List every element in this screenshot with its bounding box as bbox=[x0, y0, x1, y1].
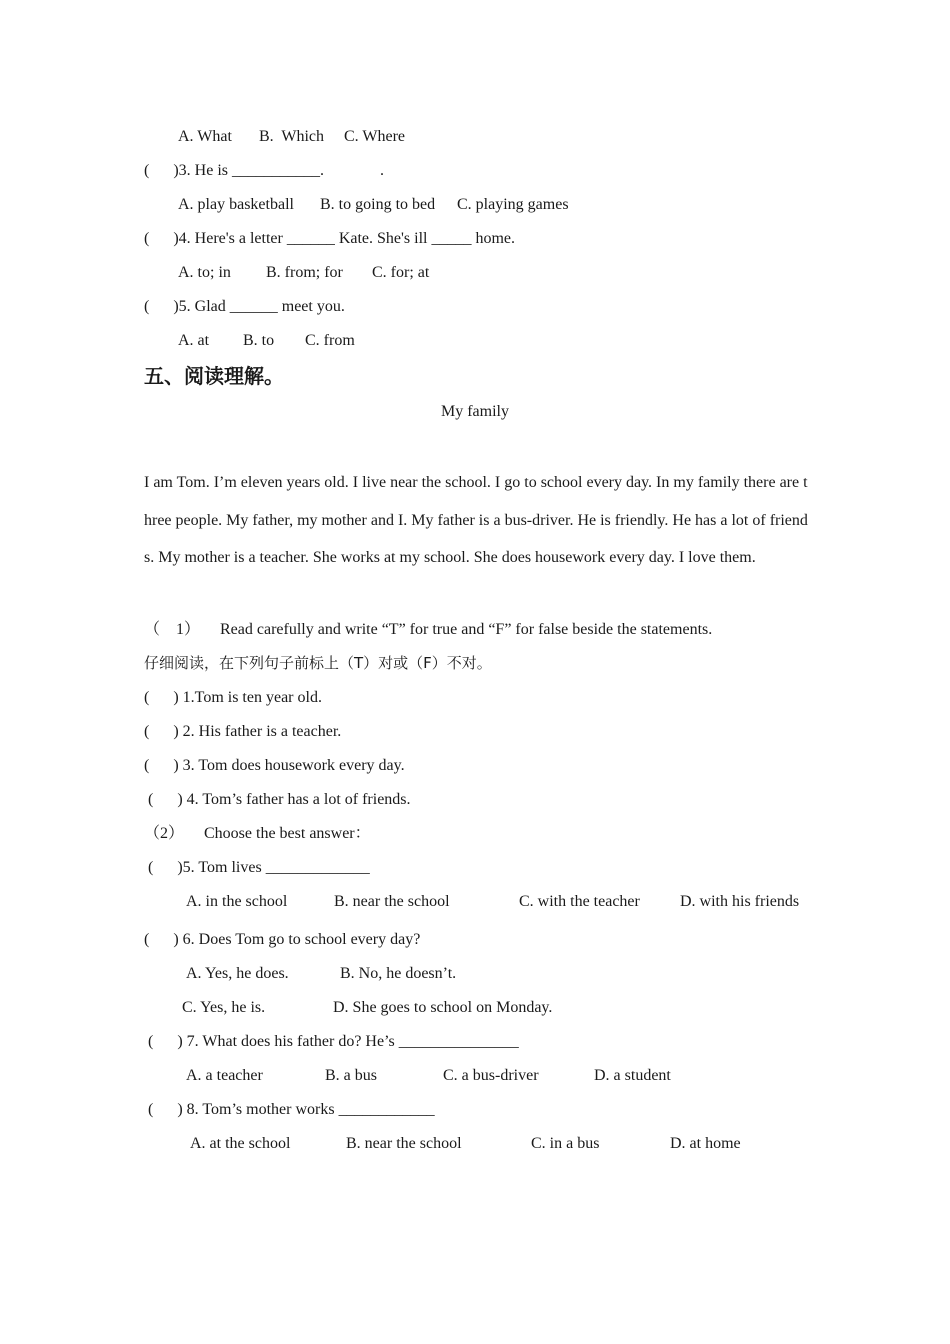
r6-stem: ( ) 6. Does Tom go to school every day? bbox=[144, 931, 421, 948]
r6-option-a: A. Yes, he does. bbox=[186, 965, 289, 982]
q3-stem: ( )3. He is ___________. . bbox=[144, 162, 384, 179]
tf-item: ( ) 4. Tom’s father has a lot of friends. bbox=[144, 791, 411, 808]
r6-option-c: C. Yes, he is. bbox=[182, 999, 266, 1016]
q5-option-a: A. at bbox=[178, 332, 210, 349]
q4-option-c: C. for; at bbox=[372, 264, 430, 281]
r5-option-d: D. with his friends bbox=[680, 893, 800, 910]
q3-option-c: C. playing games bbox=[457, 196, 569, 213]
r5-option-b: B. near the school bbox=[334, 893, 450, 910]
q2-option-a: A. What bbox=[178, 128, 232, 145]
r7-option-a: A. a teacher bbox=[186, 1067, 263, 1084]
part1-instruction-cn: 仔细阅读，在下列句子前标上（T）对或（F）不对。 bbox=[144, 654, 492, 672]
tf-item: ( ) 2. His father is a teacher. bbox=[144, 723, 342, 740]
q5-stem: ( )5. Glad ______ meet you. bbox=[144, 298, 345, 315]
r7-stem: ( ) 7. What does his father do? He’s _______________ bbox=[144, 1033, 519, 1050]
r6-option-d: D. She goes to school on Monday. bbox=[333, 999, 553, 1016]
r8-option-a: A. at the school bbox=[190, 1135, 291, 1152]
q2-option-b: B. Which bbox=[259, 128, 325, 145]
q4-option-a: A. to; in bbox=[178, 264, 231, 281]
r7-option-d: D. a student bbox=[594, 1067, 671, 1084]
q5-option-c: C. from bbox=[305, 332, 355, 349]
r5-option-c: C. with the teacher bbox=[519, 893, 640, 910]
q4-stem: ( )4. Here's a letter ______ Kate. She's ill _____ home. bbox=[144, 230, 516, 247]
passage-title: My family bbox=[441, 403, 509, 420]
tf-item: ( ) 3. Tom does housework every day. bbox=[144, 757, 405, 774]
q5-option-b: B. to bbox=[243, 332, 275, 349]
r6-option-b: B. No, he doesn’t. bbox=[340, 965, 457, 982]
r8-option-c: C. in a bus bbox=[531, 1135, 600, 1152]
r8-option-d: D. at home bbox=[670, 1135, 741, 1152]
q2-option-c: C. Where bbox=[344, 128, 406, 145]
q3-option-a: A. play basketball bbox=[178, 196, 294, 213]
r5-stem: ( )5. Tom lives _____________ bbox=[144, 859, 370, 876]
r8-option-b: B. near the school bbox=[346, 1135, 462, 1152]
tf-item: ( ) 1.Tom is ten year old. bbox=[144, 689, 322, 706]
r5-option-a: A. in the school bbox=[186, 893, 288, 910]
passage-text: I am Tom. I’m eleven years old. I live near the school. I go to school every day. In my family there are three people. My father, my mother and I. My father is a bus-driver. He is friendly. He has a lot of friends. My mother is a teacher. She works at my school. She does housework every day. I love them. bbox=[144, 474, 808, 566]
r7-option-c: C. a bus-driver bbox=[443, 1067, 539, 1084]
part1-instruction-en: （ 1） Read carefully and write “T” for true and “F” for false beside the statements. bbox=[144, 621, 713, 638]
r8-stem: ( ) 8. Tom’s mother works ____________ bbox=[144, 1101, 435, 1118]
part2-instruction: （2） Choose the best answer： bbox=[144, 825, 371, 842]
q3-option-b: B. to going to bed bbox=[320, 196, 436, 213]
q4-option-b: B. from; for bbox=[266, 264, 343, 281]
section-heading: 五、阅读理解。 bbox=[144, 364, 284, 388]
r7-option-b: B. a bus bbox=[325, 1067, 377, 1084]
